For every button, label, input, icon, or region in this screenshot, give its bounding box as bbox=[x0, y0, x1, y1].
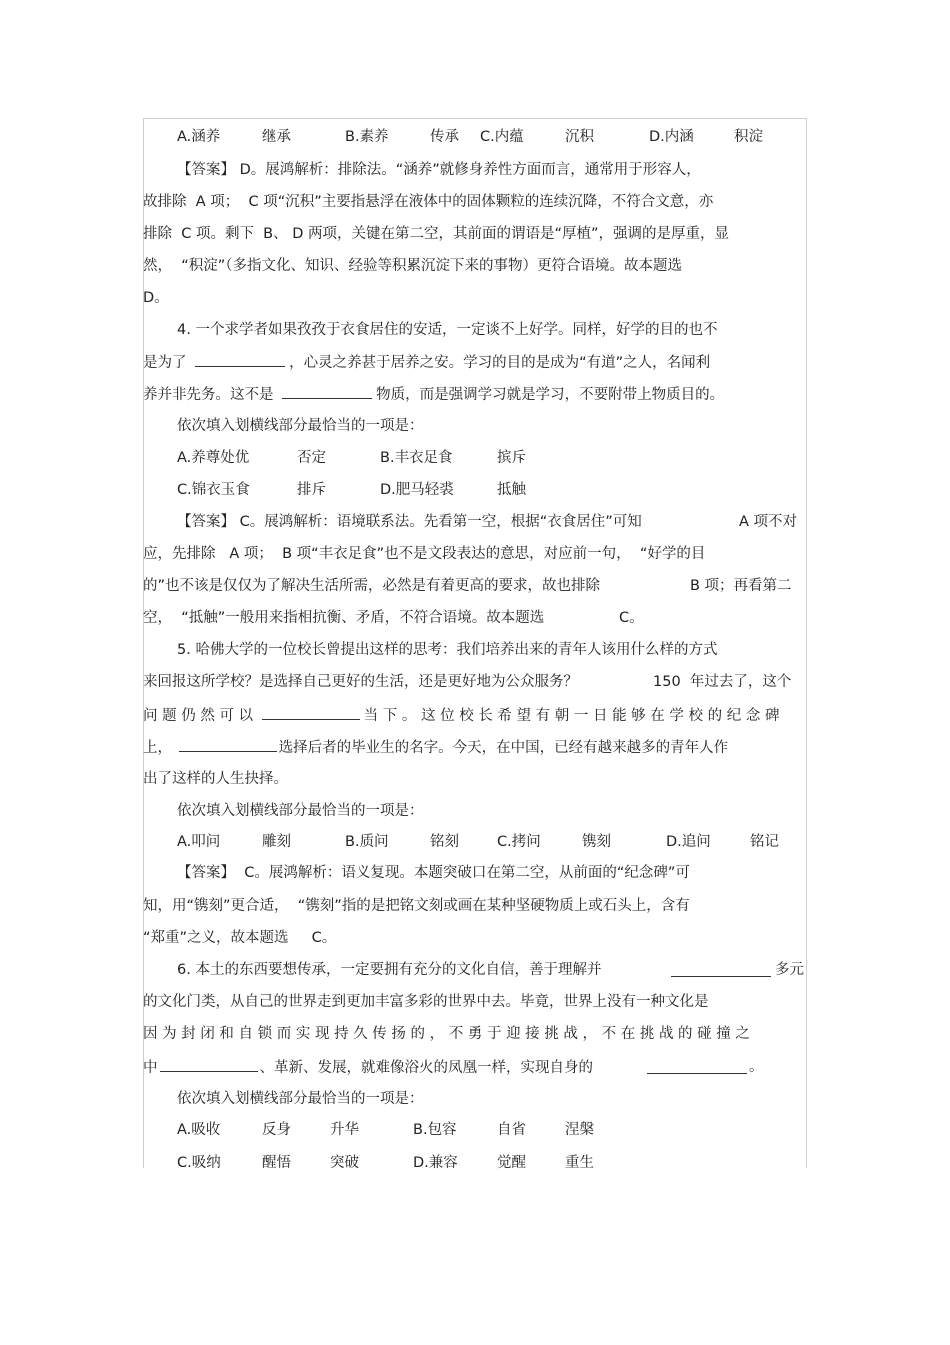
q6-stem-line-3: 因 为 封 闭 和 自 锁 而 实 现 持 久 传 扬 的 ， 不 勇 于 迎 接 挑 战 ， 不 在 挑 战 的 碰 撞 之 bbox=[143, 1026, 750, 1042]
q6-stem-line-1-end: 多元 bbox=[775, 962, 804, 978]
page-frame-top bbox=[143, 118, 807, 119]
q6-stem-line-4: 中 、革新、发展，就难像浴火的凤凰一样，实现自身的 bbox=[143, 1057, 593, 1078]
q5-prompt: 依次填入划横线部分最恰当的一项是： bbox=[177, 803, 424, 819]
q6-option-d-word2: 觉醒 bbox=[497, 1155, 526, 1171]
q4-answer-line-1: 【答案】 C。展鸿解析：语境联系法。先看第一空，根据“衣食居住”可知 bbox=[177, 514, 642, 530]
q3-option-c-word2: 沉积 bbox=[565, 129, 594, 145]
q3-answer-line-1: 【答案】 D。展鸿解析：排除法。“涵养”就修身养性方面而言，通常用于形容人， bbox=[177, 162, 701, 178]
q4-option-c-word2: 排斥 bbox=[297, 482, 326, 498]
q5-answer-line-3: “郑重”之义，故本题选 C。 bbox=[143, 930, 337, 946]
page-frame-right bbox=[806, 118, 807, 1168]
q5-stem-line-5: 出了这样的人生抉择。 bbox=[143, 771, 288, 787]
q6-option-b: B.包容 bbox=[413, 1122, 457, 1138]
q5-stem-line-2: 来回报这所学校？是选择自己更好的生活，还是更好地为公众服务？ bbox=[143, 674, 578, 690]
q3-option-a: A.涵养 bbox=[177, 129, 221, 145]
q6-option-b-word3: 涅槃 bbox=[565, 1122, 594, 1138]
q3-option-b-word2: 传承 bbox=[430, 129, 459, 145]
q4-prompt: 依次填入划横线部分最恰当的一项是： bbox=[177, 418, 424, 434]
q6-option-a: A.吸收 bbox=[177, 1122, 221, 1138]
q6-blank-2[interactable] bbox=[160, 1057, 258, 1072]
q5-option-d: D.追问 bbox=[666, 834, 711, 850]
q3-answer-line-4: 然， “积淀”（多指文化、知识、经验等积累沉淀下来的事物）更符合语境。故本题选 bbox=[143, 258, 682, 274]
q4-answer-line-3: 的”也不该是仅仅为了解决生活所需，必然是有着更高的要求，故也排除 bbox=[143, 578, 601, 594]
q6-option-b-word2: 自省 bbox=[497, 1122, 526, 1138]
q6-option-c-word3: 突破 bbox=[330, 1155, 359, 1171]
q6-option-a-word2: 反身 bbox=[262, 1122, 291, 1138]
q5-option-a-word2: 雕刻 bbox=[262, 834, 291, 850]
q4-answer-line-1-end: A 项不对 bbox=[739, 514, 798, 530]
q4-option-a: A.养尊处优 bbox=[177, 450, 250, 466]
q6-option-d: D.兼容 bbox=[413, 1155, 458, 1171]
q3-answer-line-2: 故排除 A 项； C 项“沉积”主要指悬浮在液体中的固体颗粒的连续沉降，不符合文意，亦 bbox=[143, 194, 714, 210]
q6-option-a-word3: 升华 bbox=[330, 1122, 359, 1138]
q4-blank-1[interactable] bbox=[195, 352, 285, 367]
q6-prompt: 依次填入划横线部分最恰当的一项是： bbox=[177, 1091, 424, 1107]
q3-option-d-word2: 积淀 bbox=[734, 129, 763, 145]
q4-option-a-word2: 否定 bbox=[297, 450, 326, 466]
q3-option-c: C.内蕴 bbox=[480, 129, 524, 145]
q6-option-c: C.吸纳 bbox=[177, 1155, 221, 1171]
q6-blank-1[interactable] bbox=[671, 962, 771, 977]
q4-answer-line-4: 空， “抵触”一般用来指相抗衡、矛盾，不符合语境。故本题选 bbox=[143, 610, 545, 626]
q5-option-a: A.叩问 bbox=[177, 834, 221, 850]
q3-option-b: B.素养 bbox=[345, 129, 389, 145]
q4-answer-line-2: 应，先排除 A 项； B 项“丰衣足食”也不是文段表达的意思，对应前一句， “好学的目 bbox=[143, 546, 706, 562]
q5-option-c-word2: 镌刻 bbox=[582, 834, 611, 850]
q5-blank-1[interactable] bbox=[262, 705, 360, 720]
q3-answer-line-5: D。 bbox=[143, 290, 169, 306]
q6-blank-3[interactable] bbox=[647, 1059, 747, 1074]
q3-option-d: D.内涵 bbox=[649, 129, 694, 145]
q5-option-d-word2: 铭记 bbox=[750, 834, 779, 850]
q4-option-d: D.肥马轻裘 bbox=[380, 482, 454, 498]
q6-stem-line-2: 的文化门类，从自己的世界走到更加丰富多彩的世界中去。毕竟，世界上没有一种文化是 bbox=[143, 994, 709, 1010]
q4-option-b: B.丰衣足食 bbox=[380, 450, 453, 466]
q5-answer-line-2: 知，用“镌刻”更合适， “镌刻”指的是把铭文刻或画在某种坚硬物质上或石头上，含有 bbox=[143, 898, 690, 914]
q4-stem-line-1: 4. 一个求学者如果孜孜于衣食居住的安适，一定谈不上好学。同样，好学的目的也不 bbox=[177, 322, 718, 338]
q5-option-b-word2: 铭刻 bbox=[430, 834, 459, 850]
q6-stem-line-4-end: 。 bbox=[749, 1059, 764, 1075]
q5-stem-line-3: 问 题 仍 然 可 以 当 下 。 这 位 校 长 希 望 有 朝 一 日 能 够 在 学 校 的 纪 念 碑 bbox=[143, 705, 779, 726]
q5-option-c: C.拷问 bbox=[497, 834, 541, 850]
q6-stem-line-1: 6. 本土的东西要想传承，一定要拥有充分的文化自信，善于理解并 bbox=[177, 962, 602, 978]
q4-stem-line-3: 养并非先务。这不是 物质，而是强调学习就是学习，不要附带上物质目的。 bbox=[143, 384, 724, 405]
q4-option-d-word2: 抵触 bbox=[497, 482, 526, 498]
q6-option-c-word2: 醒悟 bbox=[262, 1155, 291, 1171]
q3-answer-line-3: 排除 C 项。剩下 B、 D 两项，关键在第二空，其前面的谓语是“厚植”，强调的是厚重，显 bbox=[143, 226, 730, 242]
q4-option-b-word2: 摈斥 bbox=[497, 450, 526, 466]
q4-blank-2[interactable] bbox=[282, 384, 372, 399]
q4-answer-line-4-end: C。 bbox=[619, 610, 644, 626]
q4-stem-line-2: 是为了 ，心灵之养甚于居养之安。学习的目的是成为“有道”之人，名闻利 bbox=[143, 352, 710, 373]
q5-stem-line-1: 5. 哈佛大学的一位校长曾提出这样的思考：我们培养出来的青年人该用什么样的方式 bbox=[177, 642, 718, 658]
q6-option-d-word3: 重生 bbox=[565, 1155, 594, 1171]
q3-option-a-word2: 继承 bbox=[262, 129, 291, 145]
q5-option-b: B.质问 bbox=[345, 834, 389, 850]
q5-blank-2[interactable] bbox=[179, 737, 277, 752]
q5-stem-line-2-end: 150 年过去了，这个 bbox=[653, 674, 792, 690]
q5-stem-line-4: 上， 选择后者的毕业生的名字。今天，在中国，已经有越来越多的青年人作 bbox=[143, 737, 728, 758]
q5-answer-line-1: 【答案】 C。展鸿解析：语义复现。本题突破口在第二空，从前面的“纪念碑”可 bbox=[177, 865, 690, 881]
q4-option-c: C.锦衣玉食 bbox=[177, 482, 250, 498]
q4-answer-line-3-end: B 项；再看第二 bbox=[690, 578, 792, 594]
